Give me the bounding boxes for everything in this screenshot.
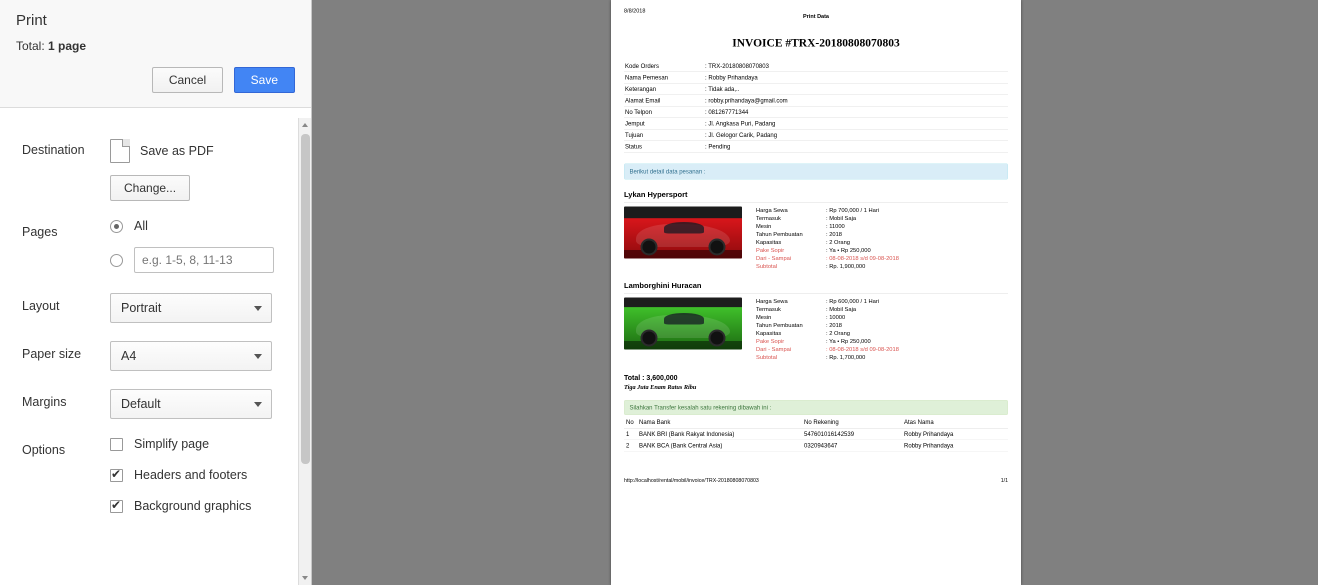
spec-value: : Rp. 1,900,000 — [826, 263, 866, 270]
table-row — [756, 255, 901, 263]
bank-accounts-table — [624, 416, 1008, 452]
bank-name: BANK BCA (Bank Central Asia) — [637, 440, 802, 452]
table-row — [756, 306, 901, 314]
options-scrollbar[interactable] — [298, 118, 311, 585]
option-row-destination — [0, 128, 311, 210]
header-title: Print Data — [803, 13, 829, 20]
meta-value: : Robby Prihandaya — [704, 72, 1008, 84]
spec-key: Tahun Pembuatan — [756, 322, 803, 329]
pages-label: Pages — [22, 225, 58, 239]
cancel-button[interactable]: Cancel — [152, 67, 223, 93]
table-row — [756, 239, 901, 247]
table-row — [756, 298, 901, 306]
meta-key: Jemput — [624, 118, 704, 130]
layout-select[interactable] — [110, 293, 272, 323]
radio-custom[interactable] — [110, 254, 123, 267]
invoice-document — [611, 0, 1021, 491]
spec-key: Dari - Sampai — [756, 255, 792, 262]
invoice-item — [624, 282, 1008, 362]
footer-page-number: 1/1 — [1000, 477, 1008, 484]
print-total — [16, 39, 295, 53]
pages-all-option[interactable] — [110, 219, 293, 233]
destination-value-row[interactable] — [110, 137, 293, 163]
spec-value: : Ya • Rp 250,000 — [826, 247, 871, 254]
scrollbar-thumb[interactable] — [301, 134, 310, 464]
meta-value: : Jl. Gelogor Carik, Padang — [704, 129, 1008, 141]
meta-key: Status — [624, 141, 704, 153]
spec-key: Tahun Pembuatan — [756, 231, 803, 238]
layout-label: Layout — [22, 299, 60, 313]
print-dialog-buttons — [16, 67, 295, 93]
margins-select[interactable] — [110, 389, 272, 419]
document-header — [611, 0, 1021, 20]
option-row-margins — [0, 380, 311, 428]
page-title: Print — [16, 12, 47, 29]
print-options-list — [0, 118, 311, 585]
spec-key: Pake Sopir — [756, 338, 785, 345]
column-header-account-number: No Rekening — [802, 416, 902, 428]
table-row — [624, 72, 1008, 84]
meta-value: : Tidak ada,.. — [704, 83, 1008, 95]
spec-value: : 2018 — [826, 322, 842, 329]
item-name: Lykan Hypersport — [624, 190, 688, 199]
scroll-down-arrow-icon[interactable] — [299, 572, 311, 585]
pages-all-label: All — [134, 219, 148, 233]
paper-size-value: A4 — [121, 349, 137, 363]
spec-value: : 08-08-2018 s/d 09-08-2018 — [826, 255, 899, 262]
save-button[interactable]: Save — [234, 67, 295, 93]
spec-value: : 2 Orang — [826, 330, 850, 337]
spec-key: Pake Sopir — [756, 247, 785, 254]
bank-no: 1 — [624, 428, 637, 440]
scroll-up-arrow-icon[interactable] — [299, 118, 311, 131]
spec-value: : Rp 600,000 / 1 Hari — [826, 298, 880, 305]
headers-footers-label: Headers and footers — [134, 468, 248, 482]
table-row — [624, 106, 1008, 118]
spec-key: Mesin — [756, 314, 772, 321]
column-header-account-holder: Atas Nama — [902, 416, 1008, 428]
spec-value: : Mobil Saja — [826, 306, 857, 313]
header-date: 8/8/2018 — [624, 8, 646, 14]
table-row — [756, 231, 901, 239]
table-row — [624, 95, 1008, 107]
table-row — [624, 118, 1008, 130]
meta-key: Tujuan — [624, 129, 704, 141]
spec-value: : Rp. 1,700,000 — [826, 354, 866, 361]
print-dialog-header — [0, 0, 311, 108]
spec-value: : 11000 — [826, 223, 845, 230]
document-footer — [611, 478, 1021, 491]
table-row — [624, 428, 1008, 440]
change-destination-button[interactable]: Change... — [110, 175, 190, 201]
meta-value: : 081267771344 — [704, 106, 1008, 118]
spec-value: : 2 Orang — [826, 239, 850, 246]
table-row — [756, 314, 901, 322]
chevron-down-icon — [254, 402, 262, 407]
table-row — [624, 141, 1008, 153]
pdf-document-icon — [110, 139, 130, 163]
margins-value: Default — [121, 397, 161, 411]
option-row-layout — [0, 284, 311, 332]
print-preview-area — [312, 0, 1318, 585]
bank-no: 2 — [624, 440, 637, 452]
meta-key: Keterangan — [624, 83, 704, 95]
bank-account-holder: Robby Prihandaya — [902, 440, 1008, 452]
item-spec-table — [756, 207, 901, 271]
print-dialog — [0, 0, 312, 585]
option-background-graphics[interactable] — [110, 499, 293, 513]
table-row — [756, 354, 901, 362]
paper-size-select[interactable] — [110, 341, 272, 371]
checkbox-headers-footers[interactable] — [110, 469, 123, 482]
destination-value: Save as PDF — [140, 144, 214, 158]
checkbox-background-graphics[interactable] — [110, 500, 123, 513]
bank-name: BANK BRI (Bank Rakyat Indonesia) — [637, 428, 802, 440]
meta-value: : TRX-20180808070803 — [704, 61, 1008, 72]
option-row-options — [0, 428, 311, 539]
paper-size-label: Paper size — [22, 347, 82, 361]
table-row — [624, 129, 1008, 141]
destination-label: Destination — [22, 143, 85, 157]
spec-key: Termasuk — [756, 215, 781, 222]
option-row-pages — [0, 210, 311, 284]
status-badge: : Pending — [704, 141, 1008, 153]
spec-value: : 2018 — [826, 231, 842, 238]
spec-key: Termasuk — [756, 306, 781, 313]
background-graphics-label: Background graphics — [134, 499, 252, 513]
table-row — [624, 440, 1008, 452]
table-row — [756, 207, 901, 215]
item-name: Lamborghini Huracan — [624, 281, 702, 290]
radio-all[interactable] — [110, 220, 123, 233]
option-simplify-page[interactable] — [110, 437, 293, 451]
car-image-lykan-hypersport — [624, 207, 742, 259]
spec-value: : Rp 700,000 / 1 Hari — [826, 207, 880, 214]
invoice-total-words: Tiga Juta Enam Ratus Ribu — [624, 383, 697, 391]
pages-custom-option[interactable] — [110, 247, 293, 273]
margins-label: Margins — [22, 395, 67, 409]
spec-key: Dari - Sampai — [756, 346, 792, 353]
item-spec-table — [756, 298, 901, 362]
spec-value: : Mobil Saja — [826, 215, 857, 222]
table-row — [756, 223, 901, 231]
order-detail-notice: Berikut detail data pesanan : — [624, 164, 1008, 180]
bank-account-holder: Robby Prihandaya — [902, 428, 1008, 440]
table-header-row — [624, 416, 1008, 428]
table-row — [756, 263, 901, 271]
column-header-no: No — [624, 416, 637, 428]
invoice-meta-table — [624, 61, 1008, 153]
invoice-item — [624, 191, 1008, 271]
pages-range-input[interactable] — [134, 247, 274, 273]
meta-value: : Jl. Angkasa Puri, Padang — [704, 118, 1008, 130]
checkbox-simplify-page[interactable] — [110, 438, 123, 451]
table-row — [756, 330, 901, 338]
spec-key: Harga Sewa — [756, 207, 788, 214]
bank-transfer-notice: Silahkan Transfer kesalah satu rekening dibawah ini : — [624, 400, 1008, 415]
meta-key: No Telpon — [624, 106, 704, 118]
spec-key: Harga Sewa — [756, 298, 788, 305]
table-row — [624, 61, 1008, 72]
spec-key: Mesin — [756, 223, 772, 230]
column-header-bank-name: Nama Bank — [637, 416, 802, 428]
spec-key: Subtotal — [756, 354, 778, 361]
bank-account-number: 0320943647 — [802, 440, 902, 452]
table-row — [756, 322, 901, 330]
simplify-page-label: Simplify page — [134, 437, 210, 451]
invoice-total: Total : 3,600,000 — [624, 373, 678, 382]
table-row — [756, 338, 901, 346]
spec-key: Kapasitas — [756, 330, 782, 337]
spec-key: Subtotal — [756, 263, 778, 270]
table-row — [756, 346, 901, 354]
option-row-paper-size — [0, 332, 311, 380]
options-label: Options — [22, 443, 66, 457]
table-row — [756, 215, 901, 223]
car-image-lamborghini-huracan — [624, 298, 742, 350]
invoice-title: INVOICE #TRX-20180808070803 — [732, 36, 900, 49]
meta-key: Alamat Email — [624, 95, 704, 107]
spec-value: : 08-08-2018 s/d 09-08-2018 — [826, 346, 899, 353]
chevron-down-icon — [254, 354, 262, 359]
option-headers-footers[interactable] — [110, 468, 293, 482]
table-row — [624, 83, 1008, 95]
bank-account-number: 547601016142539 — [802, 428, 902, 440]
chevron-down-icon — [254, 306, 262, 311]
print-total-label: Total: — [16, 39, 45, 53]
layout-value: Portrait — [121, 301, 162, 315]
spec-value: : 10000 — [826, 314, 846, 321]
meta-key: Kode Orders — [624, 61, 704, 72]
spec-value: : Ya • Rp 250,000 — [826, 338, 871, 345]
spec-key: Kapasitas — [756, 239, 782, 246]
meta-key: Nama Pemesan — [624, 72, 704, 84]
meta-value: : robby.prihandaya@gmail.com — [704, 95, 1008, 107]
preview-page — [611, 0, 1021, 585]
print-total-value: 1 page — [48, 39, 87, 53]
table-row — [756, 247, 901, 255]
footer-url: http://localhost/rental/mobil/invoice/TRX-20180808070803 — [624, 477, 759, 484]
